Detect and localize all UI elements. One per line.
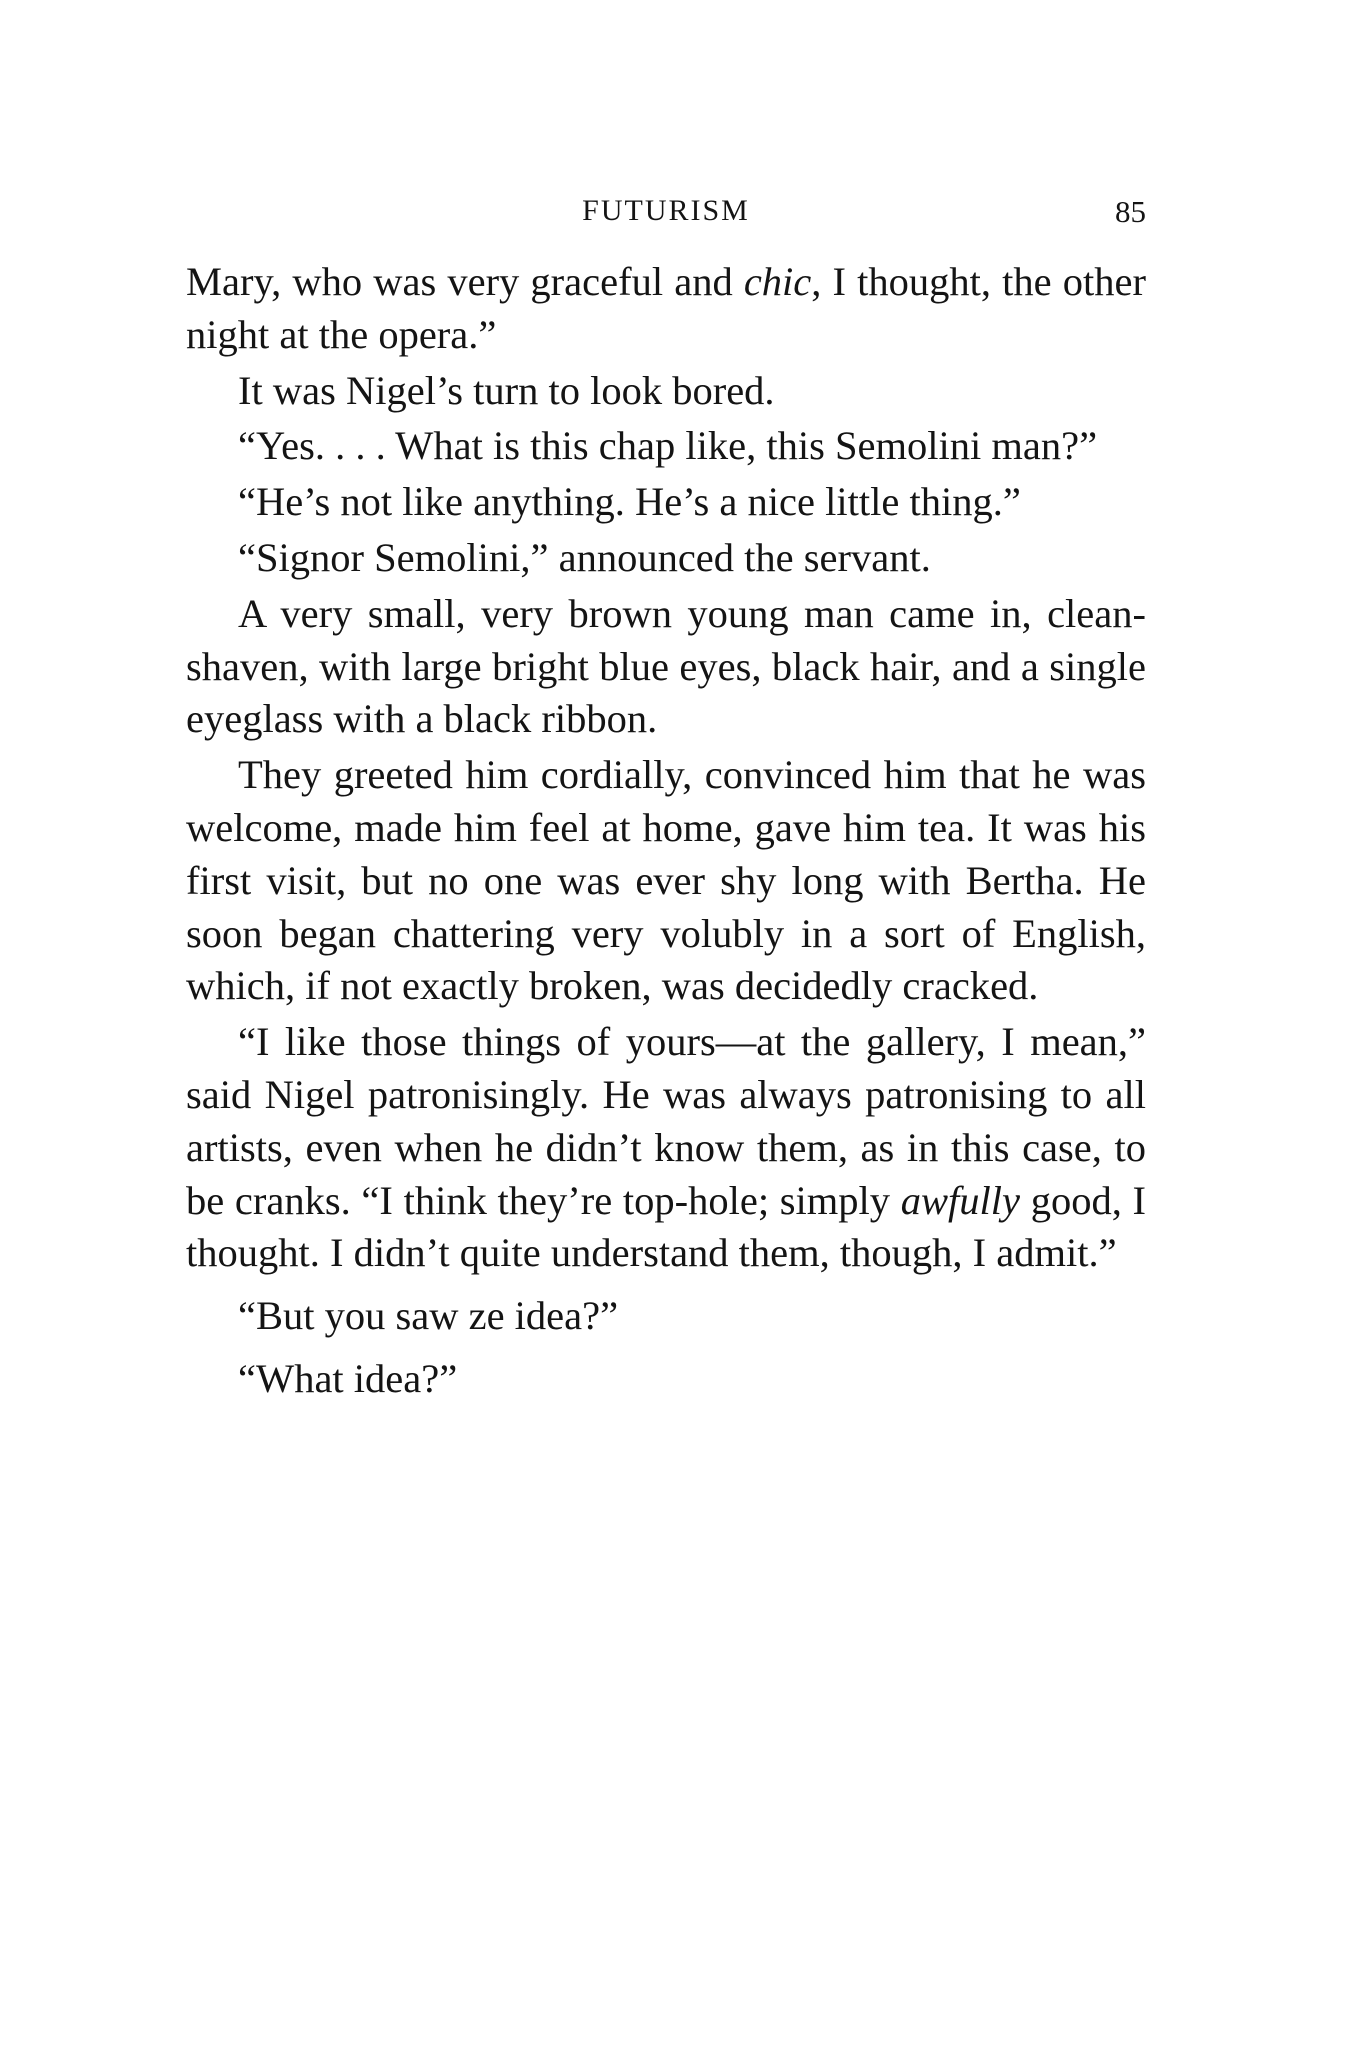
text-run: “I like those things of yours—at the gallery, I mean,” said Nigel patronisingly. He was always patronising to all artists, even when he didn’t know them, as in this case, to be cranks. “I think they’re top-hole; simply [186, 1019, 1146, 1223]
italic-text: awfully [900, 1177, 1020, 1223]
body-text [186, 256, 1146, 1406]
paragraph: “Signor Semolini,” announced the servant. [238, 534, 931, 580]
paragraph: “Yes. . . . What is this chap like, this Semolini man?” [238, 423, 1098, 469]
paragraph: It was Nigel’s turn to look bored. [238, 367, 775, 413]
page-header [186, 190, 1146, 240]
paragraph: They greeted him cordially, convinced him that he was welcome, made him feel at home, gave him tea. It was his first visit, but no one was ever shy long with Bertha. He soon began chattering very volubly in a sort of English, which, if not exactly broken, was decidedly cracked. [186, 752, 1146, 1009]
paragraph: “What idea?” [238, 1355, 458, 1401]
text-run: good, I thought. I didn’t quite understand them, though, I admit.” [186, 1177, 1146, 1276]
running-head: FUTURISM [582, 194, 750, 227]
italic-text: chic [743, 259, 812, 304]
page-number: 85 [1115, 194, 1146, 229]
text-run: , I thought, the other night at the opera.” [186, 259, 1146, 357]
paragraph: A very small, very brown young man came in, clean-shaven, with large bright blue eyes, black hair, and a single eyeglass with a black ribbon. [186, 590, 1146, 742]
paragraph: “He’s not like anything. He’s a nice little thing.” [238, 479, 1021, 525]
paragraph [186, 1016, 1146, 1280]
paragraph: “But you saw ze idea?” [238, 1293, 619, 1339]
paragraph-continued [186, 256, 1146, 362]
text-run: Mary, who was very graceful and [186, 259, 744, 304]
